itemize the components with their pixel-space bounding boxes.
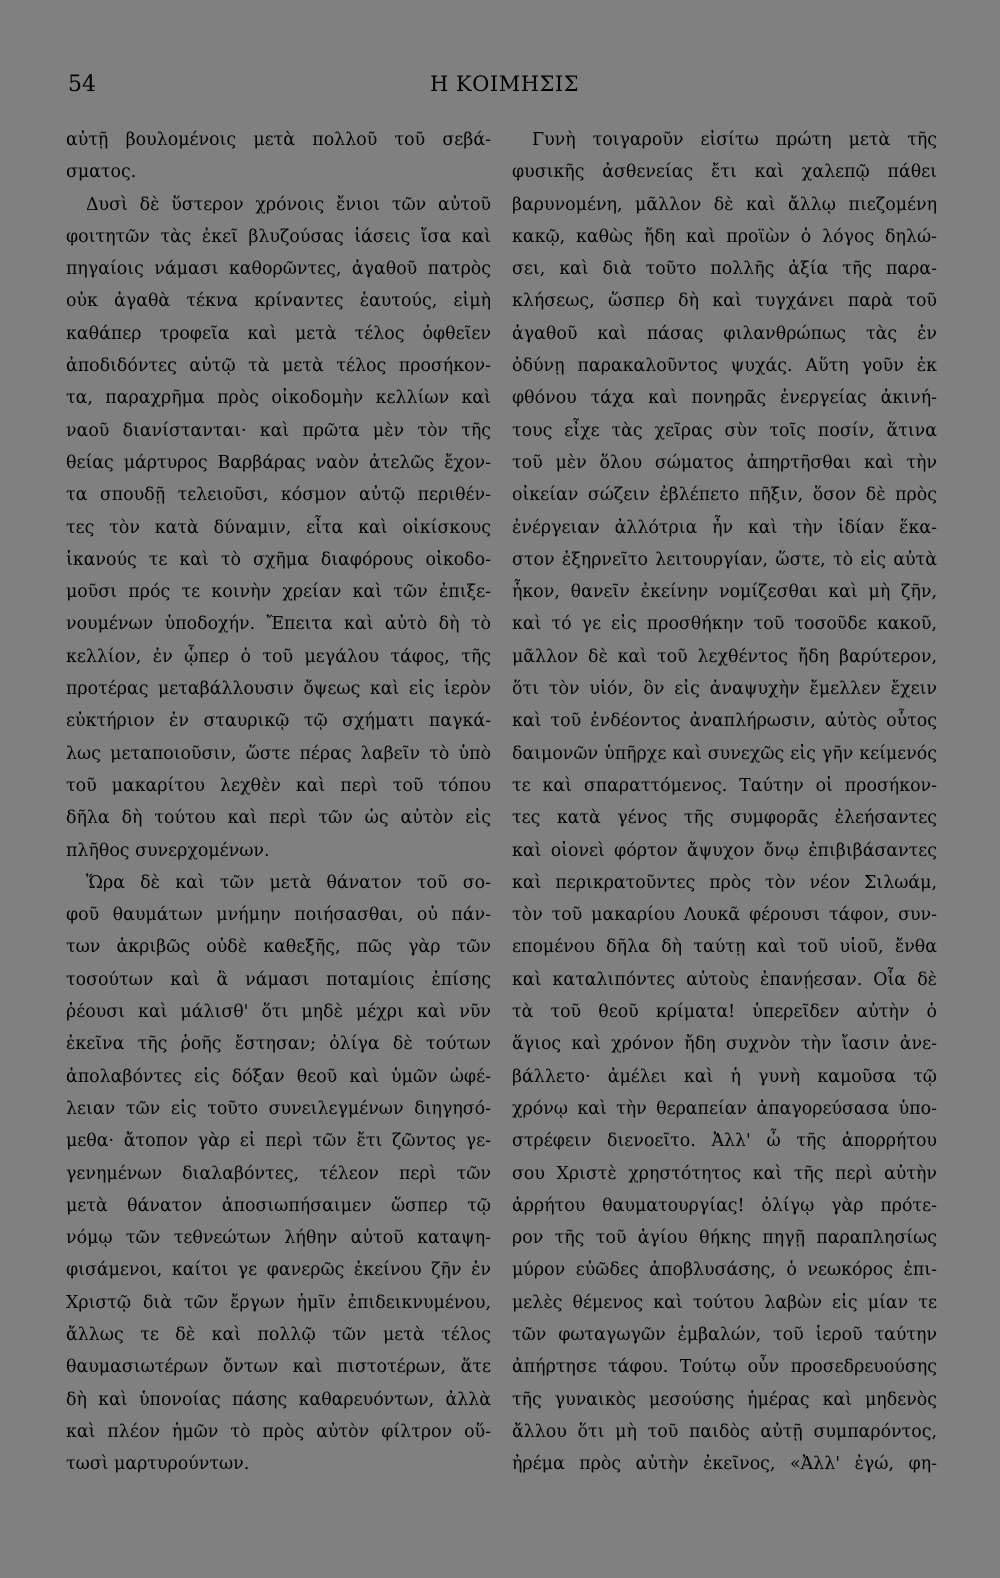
text-line: τες κατὰ γένος τῆς συμφορᾶς ἐλεήσαντες [512, 808, 937, 829]
text-line: καὶ τοῦ ἐνδέοντος ἀναπλήρωσιν, αὐτὸς οὗτος [512, 711, 937, 732]
running-title: Η ΚΟΙΜΗΣΙΣ [430, 72, 579, 96]
text-line: καὶ περικρατοῦντες πρὸς τὸν νέον Σιλωάμ, [512, 872, 937, 893]
text-line: ὀδύνῃ παρακαλοῦντος ψυχάς. Αὕτη γοῦν ἐκ [512, 356, 937, 377]
text-line: ἀγαθοῦ καὶ πάσας φιλανθρώπως τὰς ἐν [512, 323, 937, 344]
text-line: βαρυνομένη, μᾶλλον δὲ καὶ ἄλλῳ πιεζομένη [512, 194, 937, 215]
text-line: οὐκ ἀγαθὰ τέκνα κρίναντες ἑαυτούς, εἰμὴ [66, 291, 491, 312]
text-line: ἀρρήτου θαυματουργίας! ὀλίγῳ γὰρ πρότε- [512, 1195, 937, 1216]
text-line: τα, παραχρῆμα πρὸς οἰκοδομὴν κελλίων καὶ [66, 388, 491, 409]
text-line: σματος. [66, 162, 137, 183]
left-column [66, 124, 491, 1480]
text-line: λειαν τῶν εἰς τοῦτο συνειλεγμένων διηγησό- [66, 1098, 491, 1119]
text-line: φθόνου τάχα καὶ πονηρᾶς ἐνεργείας ἀκινή- [512, 388, 937, 409]
text-line: τοσούτων καὶ ἃ νάμασι ποταμίοις ἐπίσης [66, 969, 491, 990]
text-line: ἀπήρτησε τάφου. Τούτῳ οὖν προσεδρευούσης [512, 1357, 937, 1378]
text-line: νουμένων ὑποδοχήν. Ἔπειτα καὶ αὐτὸ δὴ τὸ [66, 614, 491, 635]
text-line: ἀπολαβόντες εἰς δόξαν θεοῦ καὶ ὑμῶν ὠφέ- [66, 1066, 491, 1087]
text-line: φοῦ θαυμάτων μνήμην ποιήσασθαι, οὐ πάν- [66, 905, 491, 926]
text-line: πλῆθος συνερχομένων. [66, 840, 270, 861]
text-line: στρέφειν διενοεῖτο. Ἀλλ' ὦ τῆς ἀπορρήτου [512, 1131, 937, 1152]
text-line: δαιμονῶν ὑπῆρχε καὶ συνεχῶς εἰς γῆν κείμενός [512, 743, 937, 764]
text-line: μοῦσι πρός τε κοινὴν χρείαν καὶ τῶν ἐπιξε- [66, 582, 491, 603]
text-line: τὸν τοῦ μακαρίου Λουκᾶ φέρουσι τάφον, συν- [512, 905, 937, 926]
text-line: τῶν φωταγωγῶν ἐμβαλών, τοῦ ἱεροῦ ταύτην [512, 1324, 937, 1345]
text-line: ἱκανούς τε καὶ τὸ σχῆμα διαφόρους οἰκοδο- [66, 549, 491, 570]
text-line: ρον τῆς τοῦ ἁγίου θήκης πηγῇ παραπλησίως [512, 1228, 937, 1249]
text-line: τα σπουδῇ τελειοῦσι, κόσμον αὐτῷ περιθέν- [66, 485, 491, 506]
text-line: φοιτητῶν τὰς ἐκεῖ βλυζούσας ἰάσεις ἴσα καὶ [66, 226, 491, 247]
text-line: σει, καὶ διὰ τοῦτο πολλῆς ἀξία τῆς παρα- [512, 259, 937, 280]
text-line: τὰ τοῦ θεοῦ κρίματα! ὑπερεῖδεν αὐτὴν ὁ [512, 1002, 937, 1023]
text-line: ἅγιος καὶ χρόνον ἤδη συχνὸν τὴν ἴασιν ἀνε- [512, 1034, 937, 1055]
text-line: ἐκεῖνα τῆς ῥοῆς ἔστησαν; ὀλίγα δὲ τούτων [66, 1034, 491, 1055]
text-line: Δυσὶ δὲ ὕστερον χρόνοις ἔνιοι τῶν αὐτοῦ [86, 194, 491, 215]
text-line: μελὲς θέμενος καὶ τούτου λαβὼν εἰς μίαν τε [512, 1292, 937, 1313]
text-line: ἠρέμα πρὸς αὐτὴν ἐκεῖνος, «Ἀλλ' ἐγώ, φη- [512, 1454, 937, 1475]
text-line: γενημένων διαλαβόντες, τέλεον περὶ τῶν [66, 1163, 491, 1184]
text-line: τωσὶ μαρτυρούντων. [66, 1454, 250, 1475]
text-line: καθάπερ τροφεῖα καὶ μετὰ τέλος ὀφθεῖεν [66, 323, 491, 344]
text-line: μετὰ θάνατον ἀποσιωπήσαιμεν ὥσπερ τῷ [66, 1195, 491, 1216]
text-line: ῥέουσι καὶ μάλισθ' ὅτι μηδὲ μέχρι καὶ νῦν [66, 1002, 491, 1023]
text-line: καὶ τό γε εἰς προσθήκην τοῦ τοσοῦδε κακοῦ, [512, 614, 937, 635]
text-line: των ἀκριβῶς οὐδὲ καθεξῆς, πῶς γὰρ τῶν [66, 937, 491, 958]
text-line: θαυμασιωτέρων ὄντων καὶ πιστοτέρων, ἅτε [66, 1357, 491, 1378]
text-line: μᾶλλον δὲ καὶ τοῦ λεχθέντος ἤδη βαρύτερον, [512, 646, 937, 667]
text-line: εὐκτήριον ἐν σταυρικῷ τῷ σχήματι παγκά- [66, 711, 491, 732]
text-line: ἧκον, θανεῖν ἐκείνην νομίζεσθαι καὶ μὴ ζῆν, [512, 582, 937, 603]
text-line: ἄλλου ὅτι μὴ τοῦ παιδὸς αὐτῇ συμπαρόντος, [512, 1421, 937, 1442]
text-line: κλήσεως, ὥσπερ δὴ καὶ τυγχάνει παρὰ τοῦ [512, 291, 937, 312]
text-line: Ὥρα δὲ καὶ τῶν μετὰ θάνατον τοῦ σο- [86, 872, 491, 893]
text-line: τοῦ μακαρίτου λεχθὲν καὶ περὶ τοῦ τόπου [66, 775, 491, 796]
text-line: καὶ πλέον ἡμῶν τὸ πρὸς αὐτὸν φίλτρον οὕ- [66, 1421, 491, 1442]
text-line: ἀποδιδόντες αὐτῷ τὰ μετὰ τέλος προσήκον- [66, 356, 491, 377]
text-line: ὅτι τὸν υἱόν, ὃν εἰς ἀναψυχὴν ἔμελλεν ἔχειν [512, 679, 937, 700]
text-line: πηγαίοις νάμασι καθορῶντες, ἀγαθοῦ πατρὸς [66, 259, 491, 280]
text-line: καὶ καταλιπόντες αὐτοὺς ἐπανῄεσαν. Οἷα δὲ [512, 969, 937, 990]
text-line: ἐνέργειαν ἀλλότρια ἦν καὶ τὴν ἰδίαν ἕκα- [512, 517, 937, 538]
text-line: σου Χριστὲ χρηστότητος καὶ τῆς περὶ αὐτὴν [512, 1163, 937, 1184]
text-line: τῆς γυναικὸς μεσούσης ἡμέρας καὶ μηδενὸς [512, 1389, 937, 1410]
text-line: βάλλετο· ἀμέλει καὶ ἡ γυνὴ καμοῦσα τῷ [512, 1066, 937, 1087]
text-line: μεθα· ἄτοπον γὰρ εἰ περὶ τῶν ἔτι ζῶντος γε- [66, 1131, 491, 1152]
text-line: καὶ οἱονεὶ φόρτον ἄψυχον ὄνῳ ἐπιβιβάσαντες [512, 840, 937, 861]
text-line: λως μεταποιοῦσιν, ὥστε πέρας λαβεῖν τὸ ὑπὸ [66, 743, 491, 764]
text-line: δῆλα δὴ τούτου καὶ περὶ τῶν ὡς αὐτὸν εἰς [66, 808, 491, 829]
text-line: νόμῳ τῶν τεθνεώτων λήθην αὐτοῦ καταψη- [66, 1228, 491, 1249]
text-line: Χριστῷ διὰ τῶν ἔργων ἡμῖν ἐπιδεικνυμένου, [66, 1292, 491, 1313]
text-line: χρόνῳ καὶ τὴν θεραπείαν ἀπαγορεύσασα ὑπο- [512, 1098, 937, 1119]
text-line: μύρον εὐῶδες ἀποβλυσάσης, ὁ νεωκόρος ἐπι- [512, 1260, 937, 1281]
text-line: φυσικῆς ἀσθενείας ἔτι καὶ χαλεπῷ πάθει [512, 162, 937, 183]
text-line: θείας μάρτυρος Βαρβάρας ναὸν ἀτελῶς ἔχον- [66, 452, 491, 473]
text-line: τε καὶ σπαραττόμενος. Ταύτην οἱ προσήκον- [512, 775, 937, 796]
right-column [512, 124, 937, 1480]
text-line: Γυνὴ τοιγαροῦν εἰσίτω πρώτη μετὰ τῆς [532, 130, 937, 150]
text-line: κελλίον, ἐν ᾧπερ ὁ τοῦ μεγάλου τάφος, τῆς [66, 646, 491, 667]
page-number: 54 [68, 72, 96, 97]
text-line: δὴ καὶ ὑπονοίας πάσης καθαρευόντων, ἀλλὰ [66, 1389, 491, 1410]
text-line: κακῷ, καθὼς ἤδη καὶ προϊὼν ὁ λόγος δηλώ- [512, 226, 937, 247]
text-line: προτέρας μεταβάλλουσιν ὄψεως καὶ εἰς ἱερὸν [66, 679, 491, 700]
text-line: στον ἐξηρνεῖτο λειτουργίαν, ὥστε, τὸ εἰς αὐτὰ [512, 549, 937, 570]
text-line: τους εἶχε τὰς χεῖρας σὺν τοῖς ποσίν, ἅτινα [512, 420, 937, 441]
text-line: φισάμενοι, καίτοι γε φανερῶς ἐκείνου ζῆν ἐν [66, 1260, 491, 1281]
text-line: ναοῦ διανίστανται· καὶ πρῶτα μὲν τὸν τῆς [66, 420, 491, 441]
text-line: οἰκείαν σώζειν ἐβλέπετο πῆξιν, ὅσον δὲ πρὸς [512, 485, 937, 506]
text-line: τοῦ μὲν ὅλου σώματος ἀπηρτῆσθαι καὶ τὴν [512, 452, 937, 473]
text-line: αὐτῇ βουλομένοις μετὰ πολλοῦ τοῦ σεβά- [66, 130, 491, 150]
text-line: επομένου δῆλα δὴ ταύτῃ καὶ τοῦ υἱοῦ, ἔνθα [512, 937, 937, 958]
text-line: ἄλλως τε δὲ καὶ πολλῷ τῶν μετὰ τέλος [66, 1324, 491, 1345]
text-line: τες τὸν κατὰ δύναμιν, εἶτα καὶ οἰκίσκους [66, 517, 491, 538]
